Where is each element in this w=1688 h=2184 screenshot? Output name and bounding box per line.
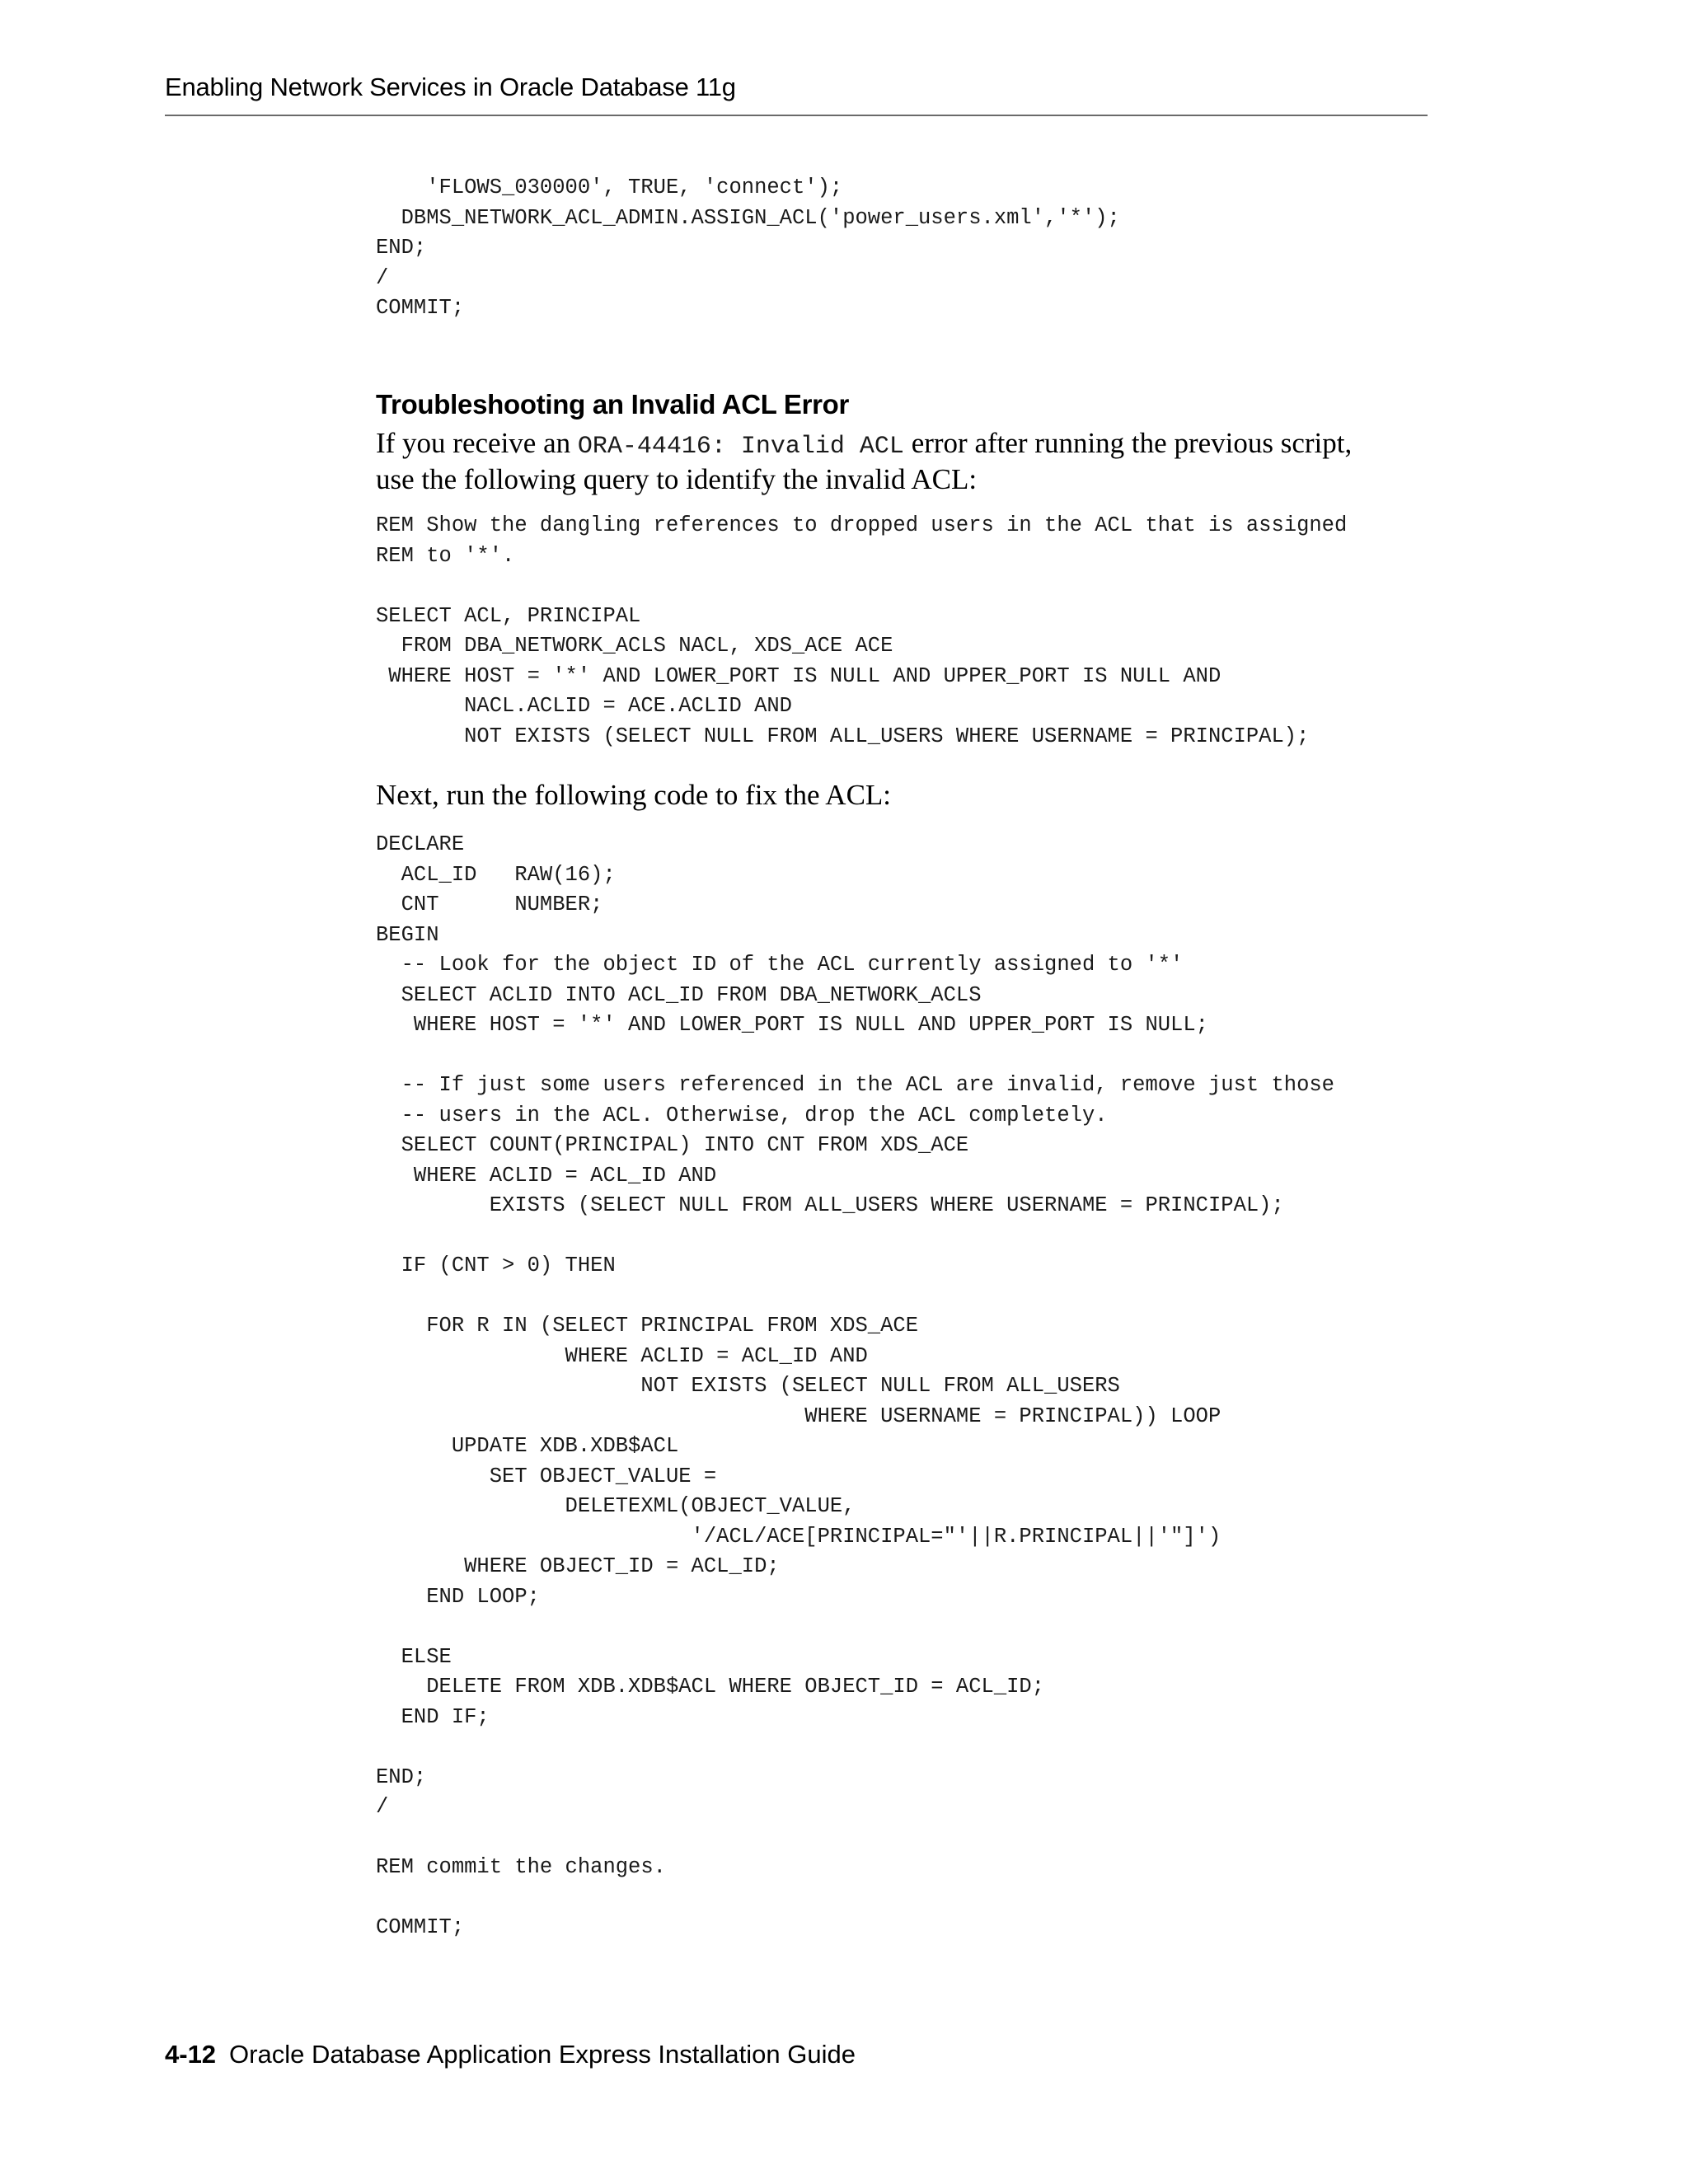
fix-paragraph: Next, run the following code to fix the ACL: — [376, 779, 892, 811]
header-rule — [165, 115, 1428, 116]
section-heading: Troubleshooting an Invalid ACL Error — [376, 389, 850, 419]
intro-text-start: If you receive an — [376, 427, 578, 459]
code-block-query: REM Show the dangling references to dropped users in the ACL that is assigned REM to '*'. SELECT ACL, PRINCIPAL FROM DBA_NETWORK_ACLS NACL, XDS_ACE ACE WHERE HOST = '*' AND LOWER_PORT IS NULL AND UPPER_PORT IS NULL AND NACL.ACLID = ACE.ACLID AND NOT EXISTS (SELECT NULL FROM ALL_USERS WHERE USERNAME = PRINCIPAL); — [376, 513, 1348, 748]
intro-text-line2: use the following query to identify the invalid ACL: — [376, 463, 978, 495]
page-footer — [165, 2040, 856, 2069]
running-header: Enabling Network Services in Oracle Database 11g — [165, 73, 736, 101]
intro-text-end: error after running the previous script, — [903, 427, 1353, 459]
error-code-inline: ORA-44416: Invalid ACL — [577, 433, 904, 461]
intro-paragraph — [376, 427, 1352, 496]
page-number: 4-12 — [165, 2040, 217, 2069]
book-title: Oracle Database Application Express Installation Guide — [229, 2040, 856, 2069]
code-block-continuation: 'FLOWS_030000', TRUE, 'connect'); DBMS_NETWORK_ACL_ADMIN.ASSIGN_ACL('power_users.xml','*'); END; / COMMIT; — [376, 176, 1120, 320]
code-block-fix: DECLARE ACL_ID RAW(16); CNT NUMBER; BEGIN -- Look for the object ID of the ACL currently assigned to '*' SELECT ACLID INTO ACL_ID FROM DBA_NETWORK_ACLS WHERE HOST = '*' AND LOWER_PORT IS NULL AND UPPER_PORT IS NULL; -- If just some users referenced in the ACL are invalid, remove just those -- users in the ACL. Otherwise, drop the ACL completely. SELECT COUNT(PRINCIPAL) INTO CNT FROM XDS_ACE WHERE ACLID = ACL_ID AND EXISTS (SELECT NULL FROM ALL_USERS WHERE USERNAME = PRINCIPAL); IF (CNT > 0) THEN FOR R IN (SELECT PRINCIPAL FROM XDS_ACE WHERE ACLID = ACL_ID AND NOT EXISTS (SELECT NULL FROM ALL_USERS WHERE USERNAME = PRINCIPAL)) LOOP UPDATE XDB.XDB$ACL SET OBJECT_VALUE = DELETEXML(OBJECT_VALUE, '/ACL/ACE[PRINCIPAL="'||R.PRINCIPAL||'"]') WHERE OBJECT_ID = ACL_ID; END LOOP; ELSE DELETE FROM XDB.XDB$ACL WHERE OBJECT_ID = ACL_ID; END IF; END; / REM commit the changes. COMMIT; — [376, 832, 1334, 1939]
